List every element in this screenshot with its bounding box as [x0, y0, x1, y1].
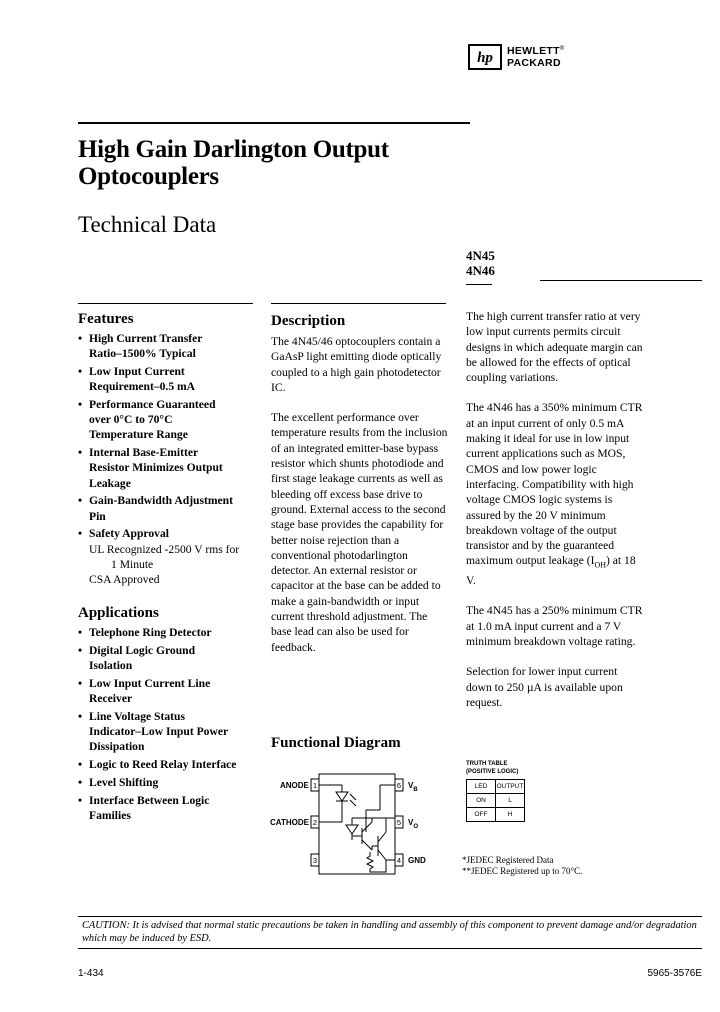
- pin-3: 3: [312, 856, 318, 865]
- part-number-4n46: 4N46: [466, 263, 495, 278]
- vb-label: $V_B$: [408, 781, 418, 793]
- features-section: [78, 311, 263, 590]
- pin-1: 1: [312, 781, 318, 790]
- safety-csa: CSA Approved: [89, 573, 160, 587]
- table-row: [467, 794, 525, 808]
- description-paragraph-1: The 4N45/46 optocouplers contain a GaAsP light emitting diode optically coupled to a high gain photodetector IC.: [271, 335, 442, 394]
- page-title: [78, 136, 478, 190]
- applications-section: [78, 605, 263, 826]
- list-item: • Telephone Ring Detector: [78, 625, 263, 640]
- table-cell: OFF: [467, 808, 496, 822]
- logo-line2: PACKARD: [507, 57, 561, 69]
- table-header-led: LED: [467, 780, 496, 794]
- right-column-text: [466, 309, 644, 725]
- list-item: • Safety Approval UL Recognized -2500 V rms for 1 Minute CSA Approved: [78, 526, 263, 587]
- svg-text:hp: hp: [477, 50, 493, 66]
- truth-table: [466, 779, 525, 822]
- logo-line1: HEWLETT: [507, 45, 560, 57]
- applications-heading: Applications: [78, 605, 159, 621]
- description-heading: Description: [271, 313, 346, 329]
- document-number: 5965-3576E: [647, 968, 702, 979]
- list-item: • Gain-Bandwidth Adjustment Pin: [78, 493, 263, 523]
- features-heading: Features: [78, 311, 134, 327]
- safety-duration: 1 Minute: [111, 557, 154, 571]
- right-paragraph-1: The high current transfer ratio at very low input currents permits circuit designs in which adequate margin can be allowed for the effects of optical coupling variations.: [466, 310, 643, 385]
- package-outline: [319, 774, 395, 874]
- list-item: • Logic to Reed Relay Interface: [78, 757, 263, 772]
- list-item: • Level Shifting: [78, 775, 263, 790]
- truth-table-title: TRUTH TABLE (POSITIVE LOGIC): [466, 761, 519, 775]
- table-row: [467, 808, 525, 822]
- title-line1: High Gain Darlington Output: [78, 136, 389, 163]
- gnd-label: GND: [408, 856, 426, 865]
- part-numbers: [466, 248, 495, 278]
- pin-6: 6: [396, 781, 402, 790]
- right-paragraph-4: Selection for lower input current down to 250 µA is available upon request.: [466, 665, 623, 709]
- pin-2: 2: [312, 818, 318, 827]
- safety-ul: UL Recognized -2500 V rms for: [89, 542, 240, 556]
- list-item: • Performance Guaranteed over 0°C to 70°C Temperature Range: [78, 397, 263, 443]
- caution-bottom-rule: [78, 948, 702, 949]
- led-symbol: [336, 792, 348, 801]
- list-item: • Line Voltage Status Indicator–Low Input Power Dissipation: [78, 709, 263, 755]
- footnotes: [462, 855, 582, 877]
- part-number-underline: [466, 284, 492, 285]
- table-cell: H: [496, 808, 525, 822]
- list-item: • Interface Between Logic Families: [78, 793, 263, 823]
- list-item: • Internal Base-Emitter Resistor Minimizes Output Leakage: [78, 445, 263, 491]
- list-item: • High Current Transfer Ratio–1500% Typical: [78, 331, 263, 361]
- vo-label: $V_O$: [408, 818, 419, 830]
- pin-4: 4: [396, 856, 402, 865]
- cathode-label: CATHODE: [270, 818, 309, 827]
- title-line2: Optocouplers: [78, 163, 219, 190]
- page-number: 1-434: [78, 968, 104, 979]
- functional-diagram-heading: Functional Diagram: [271, 735, 401, 751]
- right-column-rule: [540, 280, 702, 281]
- logo-registered-mark: ®: [559, 46, 565, 52]
- title-rule: [78, 122, 470, 124]
- right-paragraph-2: The 4N46 has a 350% minimum CTR at an input current of only 0.5 mA making it ideal for use in low input current applications such as MOS, CMOS and low power logic interfacing. Compatibility with high voltage CMOS logic systems is assured by the 20 V minimum breakdown voltage of the output transistor and by the guaranteed maximum output leakage $(I_{OH})$ at 18 V.: [466, 401, 643, 588]
- list-item: • Digital Logic Ground Isolation: [78, 643, 263, 673]
- table-header-output: OUTPUT: [496, 780, 525, 794]
- footnote-1: *JEDEC Registered Data: [462, 855, 554, 865]
- table-cell: ON: [467, 794, 496, 808]
- features-list: [78, 331, 263, 587]
- left-column-rule: [78, 303, 253, 304]
- pin-5: 5: [396, 818, 402, 827]
- functional-diagram: [262, 770, 452, 880]
- photodiode-symbol: [346, 825, 358, 834]
- part-number-4n45: 4N45: [466, 248, 495, 263]
- anode-label: ANODE: [280, 781, 309, 790]
- right-paragraph-3: The 4N45 has a 250% minimum CTR at 1.0 mA input current and a 7 V minimum breakdown voltage rating.: [466, 604, 643, 648]
- description-paragraph-2: The excellent performance over temperature results from the inclusion of an integrated emitter-base bypass resistor which shunts photodiode and first stage leakage currents as well as bleeding off excess base drive to ground. External access to the second stage base provides the capability for better noise rejection than a conventional photodarlington detector. An external resistor or capacitor at the base can be added to make a gain-bandwidth or input current threshold adjustment. The base lead can also be used for feedback.: [271, 411, 448, 654]
- middle-column-rule: [271, 303, 446, 304]
- footnote-2: **JEDEC Registered up to 70°C.: [462, 866, 583, 876]
- hp-logo-mark: [468, 44, 502, 70]
- hp-logo-text: [507, 45, 565, 69]
- description-section: [271, 313, 449, 655]
- hp-logo-icon: [473, 48, 497, 66]
- applications-list: [78, 625, 263, 823]
- list-item: • Low Input Current Line Receiver: [78, 676, 263, 706]
- table-row: [467, 780, 525, 794]
- caution-notice: CAUTION: It is advised that normal static precautions be taken in handling and assembly of this component to prevent damage and/or degradation which may be induced by ESD.: [82, 920, 697, 944]
- table-cell: L: [496, 794, 525, 808]
- list-item: • Low Input Current Requirement–0.5 mA: [78, 364, 263, 394]
- resistor-symbol: [367, 852, 386, 872]
- caution-top-rule: [78, 916, 702, 917]
- page-subtitle: Technical Data: [78, 212, 217, 237]
